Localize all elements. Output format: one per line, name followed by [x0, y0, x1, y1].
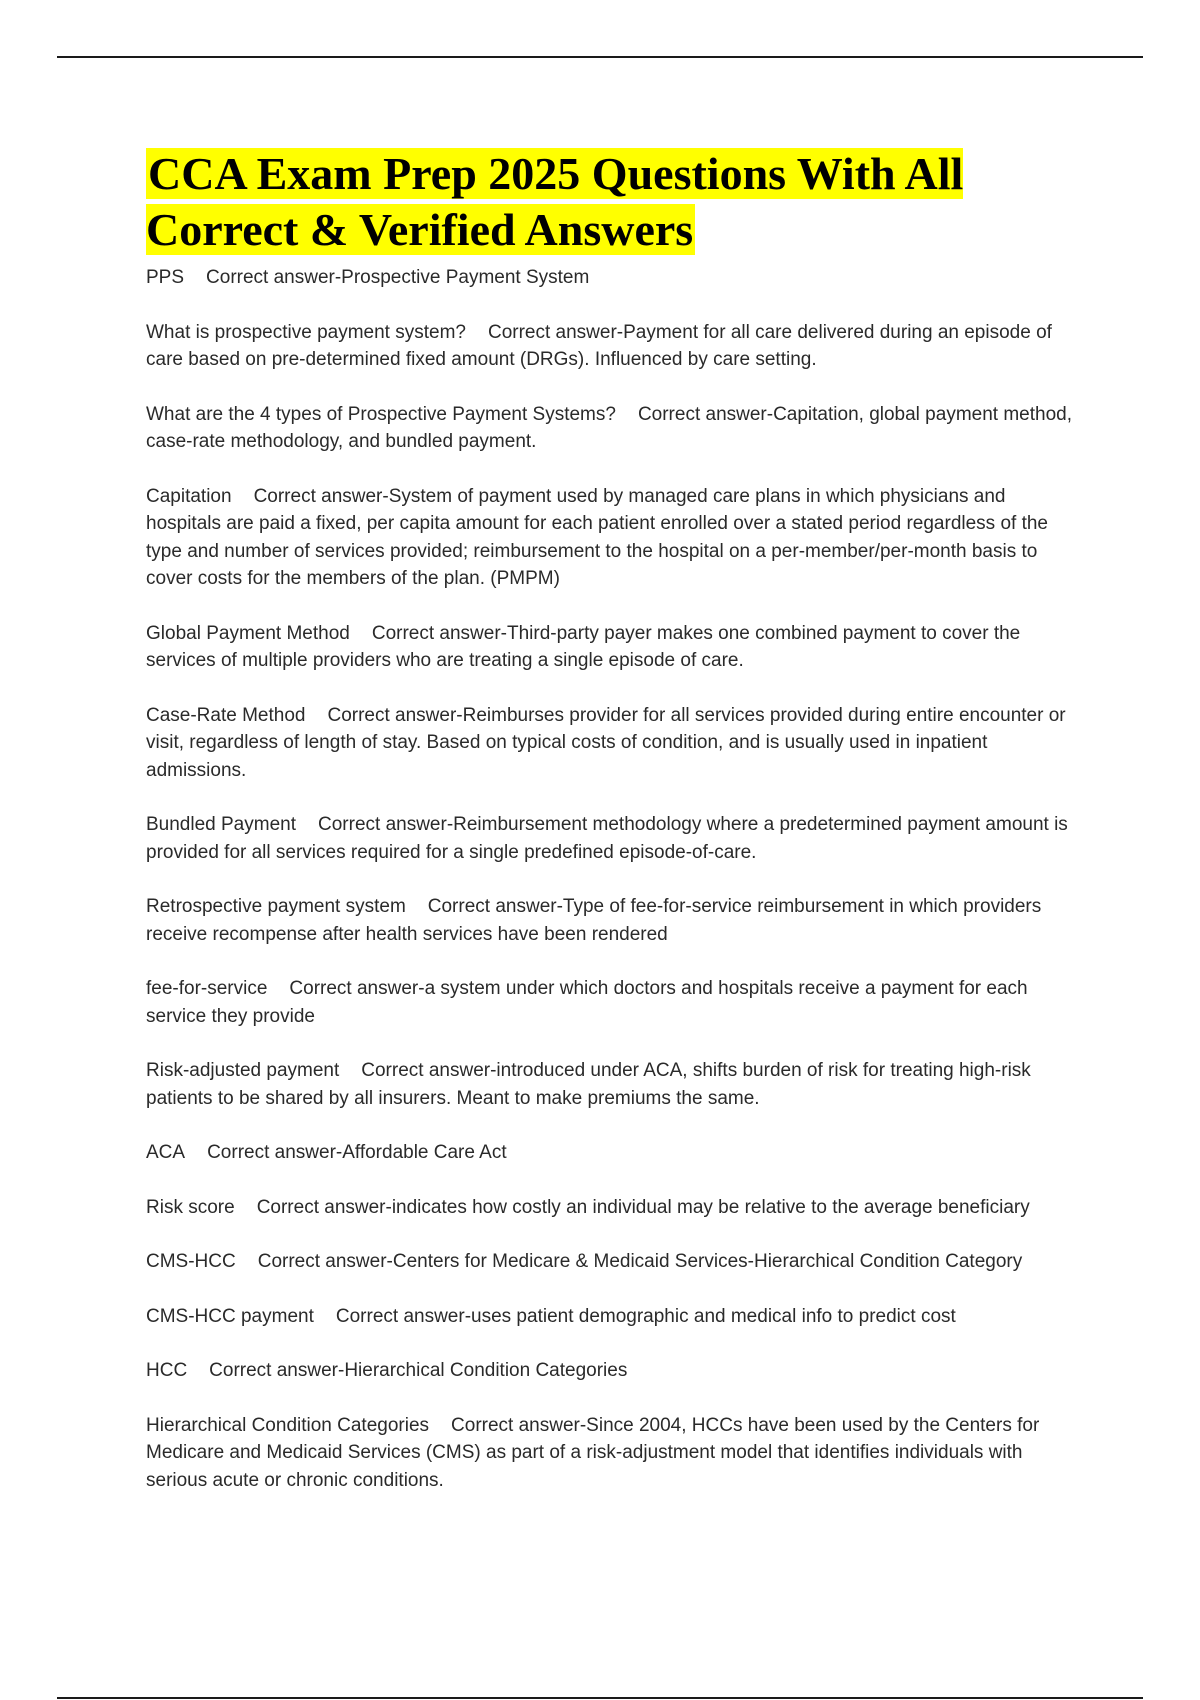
qa-list: [146, 264, 1076, 1494]
qa-answer: Correct answer-uses patient demographic and medical info to predict cost: [335, 1305, 956, 1327]
qa-answer: Correct answer-Centers for Medicare & Medicaid Services-Hierarchical Condition Category: [257, 1251, 1023, 1272]
qa-entry: [146, 1248, 1076, 1276]
title-highlight: CCA Exam Prep 2025 Questions With All Correct & Verified Answers: [146, 148, 964, 255]
qa-entry: [146, 702, 1076, 785]
qa-entry: [146, 893, 1076, 948]
qa-answer: Correct answer-Capitation, global payment method, case-rate methodology, and bundled payment.: [146, 403, 1072, 452]
qa-term: CMS-HCC: [146, 1251, 236, 1272]
qa-answer: Correct answer-Third-party payer makes one combined payment to cover the services of multiple providers who are treating a single episode of care.: [146, 622, 1021, 671]
qa-answer: Correct answer-System of payment used by managed care plans in which physicians and hospitals are paid a fixed, per capita amount for each patient enrolled over a stated period regardless of the type and number of services provided; reimbursement to the hospital on a per-member/per-month basis to cover costs for the members of the plan. (PMPM): [146, 485, 1048, 589]
qa-entry: [146, 1139, 1076, 1167]
qa-entry: [146, 319, 1076, 374]
qa-answer: Correct answer-Affordable Care Act: [207, 1142, 507, 1163]
qa-entry: [146, 811, 1076, 866]
qa-entry: [146, 264, 1076, 292]
qa-entry: [146, 483, 1076, 593]
qa-answer: Correct answer-Reimbursement methodology where a predetermined payment amount is provided for all services required for a single predefined episode-of-care.: [146, 814, 1068, 863]
qa-entry: [146, 1194, 1076, 1222]
qa-term: Risk score: [146, 1196, 235, 1218]
qa-term: Case-Rate Method: [146, 704, 306, 726]
bottom-rule: [57, 1697, 1143, 1699]
qa-entry: [146, 401, 1076, 456]
qa-answer: Correct answer-indicates how costly an individual may be relative to the average beneficiary: [256, 1196, 1030, 1218]
qa-term: Hierarchical Condition Categories: [146, 1414, 430, 1436]
document-body: [146, 146, 1076, 1521]
qa-term: Risk-adjusted payment: [146, 1060, 340, 1081]
qa-term: Bundled Payment: [146, 814, 296, 835]
qa-term: fee-for-service: [146, 978, 268, 999]
qa-term: CMS-HCC payment: [146, 1305, 314, 1327]
qa-answer: Correct answer-Hierarchical Condition Categories: [209, 1360, 628, 1381]
document-title: [146, 146, 1076, 258]
qa-answer: Correct answer-Prospective Payment System: [206, 267, 590, 288]
qa-answer: Correct answer-a system under which doctors and hospitals receive a payment for each service they provide: [146, 978, 1028, 1027]
qa-answer: Correct answer-Since 2004, HCCs have been used by the Centers for Medicare and Medicaid Services (CMS) as part of a risk-adjustment model that identifies individuals with serious acute or chronic conditions.: [146, 1414, 1040, 1491]
qa-term: Capitation: [146, 485, 232, 507]
qa-entry: [146, 1303, 1076, 1331]
qa-entry: [146, 620, 1076, 675]
qa-term: What is prospective payment system?: [146, 321, 466, 343]
qa-entry: [146, 1412, 1076, 1495]
qa-entry: [146, 975, 1076, 1030]
qa-term: What are the 4 types of Prospective Payment Systems?: [146, 403, 616, 425]
top-rule: [57, 56, 1143, 58]
qa-answer: Correct answer-introduced under ACA, shifts burden of risk for treating high-risk patients to be shared by all insurers. Meant to make premiums the same.: [146, 1060, 1031, 1109]
qa-answer: Correct answer-Reimburses provider for all services provided during entire encounter or visit, regardless of length of stay. Based on typical costs of condition, and is usually used in inpatient admissions.: [146, 704, 1066, 781]
qa-term: Global Payment Method: [146, 622, 350, 644]
qa-entry: [146, 1357, 1076, 1385]
qa-answer: Correct answer-Type of fee-for-service reimbursement in which providers receive recompense after health services have been rendered: [146, 896, 1042, 945]
qa-term: PPS: [146, 267, 185, 288]
qa-term: HCC: [146, 1360, 188, 1381]
qa-term: ACA: [146, 1142, 186, 1163]
qa-term: Retrospective payment system: [146, 896, 406, 917]
qa-entry: [146, 1057, 1076, 1112]
qa-answer: Correct answer-Payment for all care delivered during an episode of care based on pre-determined fixed amount (DRGs). Influenced by care setting.: [146, 321, 1052, 370]
